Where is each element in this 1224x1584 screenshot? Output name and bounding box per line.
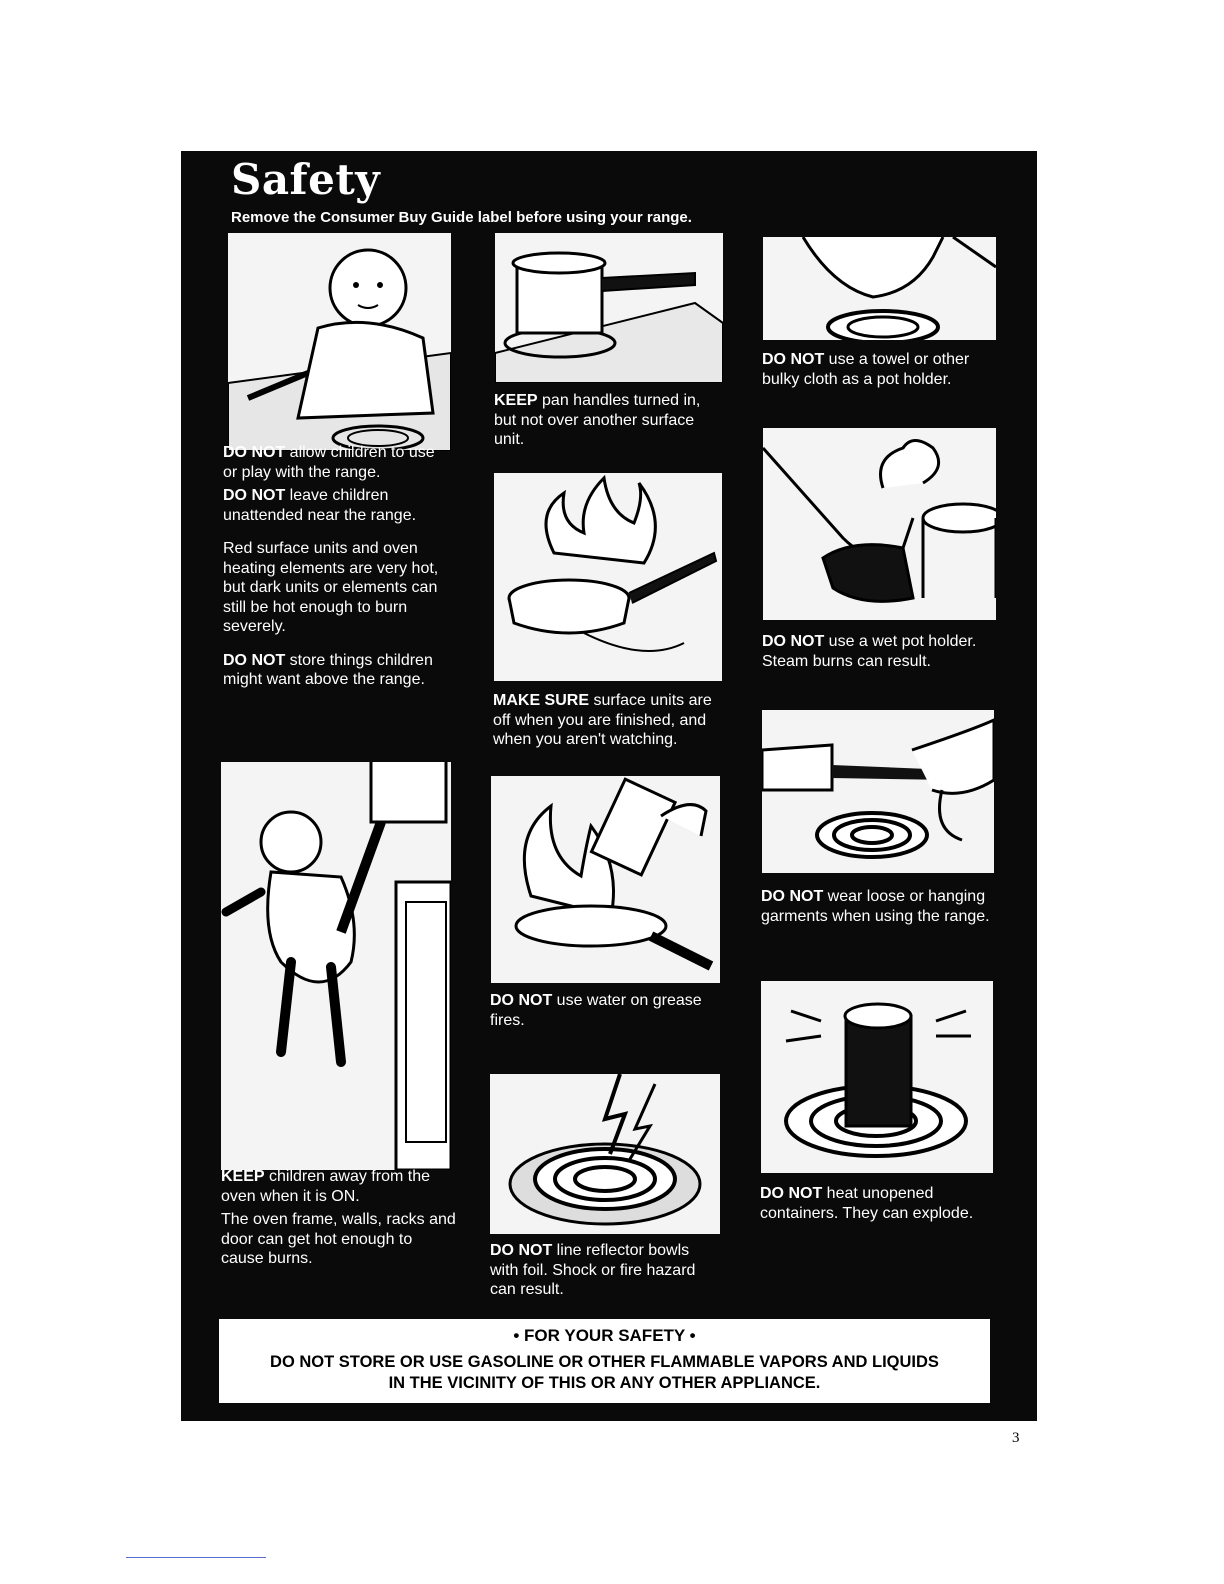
- caption-pan-handles: KEEP pan handles turned in, but not over another surface unit.: [494, 392, 701, 448]
- child-at-range-illustration: [228, 233, 451, 451]
- notice-heading: • FOR YOUR SAFETY •: [513, 1326, 696, 1345]
- notice-line-1: DO NOT STORE OR USE GASOLINE OR OTHER FLAMMABLE VAPORS AND LIQUIDS: [270, 1353, 939, 1371]
- notice-line-2: IN THE VICINITY OF THIS OR ANY OTHER APPLIANCE.: [388, 1374, 821, 1392]
- caption-children-range: DO NOT allow children to use or play with the range. DO NOT leave children unattended near the range. Red surface units and oven heating elements are very hot, but dark units or elements can still be hot enough to burn severely. DO NOT store things children might want above the range.: [223, 444, 439, 688]
- page-subtitle: Remove the Consumer Buy Guide label before using your range.: [231, 209, 692, 226]
- caption-oven-children: KEEP children away from the oven when it is ON. The oven frame, walls, racks and door can get hot enough to cause burns.: [221, 1168, 456, 1267]
- page-number: 3: [1012, 1430, 1020, 1446]
- towel-pot-holder-illustration: [763, 237, 996, 340]
- flaming-pan-illustration: [494, 473, 722, 681]
- water-on-grease-fire-illustration: [491, 776, 720, 983]
- wet-pot-holder-illustration: [763, 428, 996, 620]
- child-near-oven-illustration: [221, 762, 451, 1170]
- page-title: Safety: [231, 155, 381, 204]
- caption-grease-fires: DO NOT use water on grease fires.: [490, 992, 702, 1029]
- footer-rule: [126, 1557, 266, 1558]
- sparking-burner-illustration: [490, 1074, 720, 1234]
- caption-surface-off: MAKE SURE surface units are off when you are finished, and when you aren't watching.: [493, 692, 712, 748]
- caption-unopened-containers: DO NOT heat unopened containers. They can explode.: [760, 1185, 974, 1222]
- caption-loose-garments: DO NOT wear loose or hanging garments when using the range.: [761, 888, 990, 925]
- caption-wet-holder: DO NOT use a wet pot holder. Steam burns can result.: [762, 633, 977, 670]
- exploding-container-illustration: [761, 981, 993, 1173]
- safety-panel: [181, 151, 1037, 1421]
- caption-towel-holder: DO NOT use a towel or other bulky cloth as a pot holder.: [762, 351, 970, 388]
- loose-sleeve-illustration: [762, 710, 994, 873]
- caption-reflector-foil: DO NOT line reflector bowls with foil. Shock or fire hazard can result.: [490, 1242, 696, 1298]
- safety-notice: [219, 1319, 990, 1403]
- saucepan-illustration: [495, 233, 723, 383]
